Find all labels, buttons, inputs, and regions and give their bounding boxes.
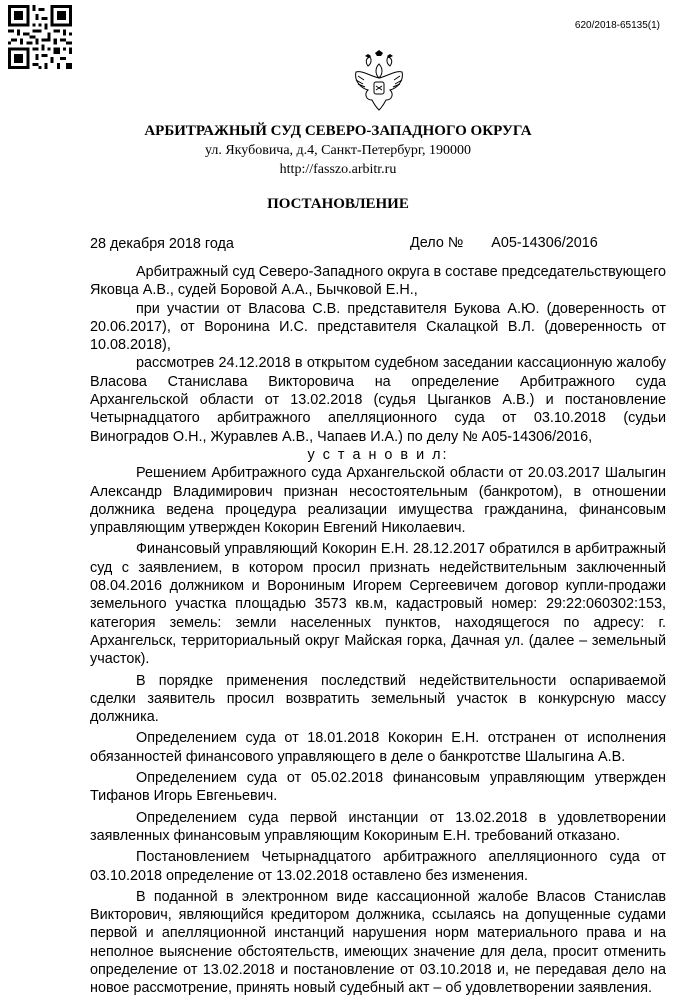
case-line xyxy=(410,235,598,251)
paragraph-manager-claim: Финансовый управляющий Кокорин Е.Н. 28.12.2017 обратился в арбитражный суд с заявлением, в котором просил признать недействительным заключенный 08.04.2016 должником и Ворониным Игорем Сергеевичем договор купли-продажи земельного участка площадью 3573 кв.м, кадастровый номер: 29:22:060302:153, категория земель: земли населенных пунктов, находящегося по адресу: г. Архангельск, территориальный округ Майская горка, Дачная ул. (далее – земельный участок). xyxy=(90,541,666,668)
case-number: А05-14306/2016 xyxy=(491,235,598,251)
paragraph-considered: рассмотрев 24.12.2018 в открытом судебном заседании кассационную жалобу Власова Станислава Викторовича на определение Арбитражного суда Архангельской области от 13.02.2018 (судья Цыганков А.В.) и постановление Четырнадцатого арбитражного апелляционного суда от 03.10.2018 (судьи Виноградов О.Н., Журавлев А.В., Чапаев И.А.) по делу № А05-14306/2016, xyxy=(90,355,666,445)
court-website: http://fasszo.arbitr.ru xyxy=(279,162,397,177)
document-title: ПОСТАНОВЛЕНИЕ xyxy=(267,196,409,212)
case-label: Дело № xyxy=(410,235,464,251)
paragraph-composition: Арбитражный суд Северо-Западного округа в составе председательствующего Яковца А.В., судей Боровой А.А., Бычковой Е.Н., xyxy=(90,264,666,299)
document-reference-number: 620/2018-65135(1) xyxy=(574,20,660,31)
document-body xyxy=(90,263,666,998)
double-headed-eagle-emblem-icon xyxy=(348,50,410,114)
paragraph-bankruptcy-decision: Решением Арбитражного суда Архангельской области от 20.03.2017 Шалыгин Александр Владимирович признан несостоятельным (банкротом), в отношении должника ведена процедура реализации имущества гражданина, финансовым управляющим утвержден Кокорин Евгений Николаевич. xyxy=(90,465,666,537)
paragraph-consequences: В порядке применения последствий недействительности оспариваемой сделки заявитель просил возвратить земельный участок в конкурсную массу должника. xyxy=(90,672,666,726)
paragraph-new-manager: Определением суда от 05.02.2018 финансовым управляющим утвержден Тифанов Игорь Евгеньевич. xyxy=(90,770,666,805)
document-date: 28 декабря 2018 года xyxy=(90,236,234,252)
paragraph-appeal: Постановлением Четырнадцатого арбитражного апелляционного суда от 03.10.2018 определение от 13.02.2018 оставлено без изменения. xyxy=(90,849,666,884)
paragraph-cassation-complaint: В поданной в электронном виде кассационной жалобе Власов Станислав Викторович, являющийся кредитором должника, ссылаясь на допущенные судами первой и апелляционной инстанций нарушения норм материального права и на неполное выяснение обстоятельств, имеющих значение для дела, просит отменить определение от 13.02.2018 и постановление от 03.10.2018 и, не передавая дело на новое рассмотрение, принять новый судебный акт – об удовлетворении заявления. xyxy=(90,888,666,997)
paragraph-first-instance: Определением суда первой инстанции от 13.02.2018 в удовлетворении заявленных финансовым управляющим Кокориным Е.Н. требований отказано. xyxy=(90,809,666,844)
paragraph-participants: при участии от Власова С.В. представителя Букова А.Ю. (доверенность от 20.06.2017), от Воронина И.С. представителя Скалацкой В.Л. (доверенность от 10.08.2018), xyxy=(90,300,666,354)
qr-code-icon xyxy=(8,5,72,69)
paragraph-removal: Определением суда от 18.01.2018 Кокорин Е.Н. отстранен от исполнения обязанностей финансового управляющего в деле о банкротстве Шалыгина А.В. xyxy=(90,730,666,765)
paragraph-established-heading: у с т а н о в и л: xyxy=(307,446,449,463)
court-name: АРБИТРАЖНЫЙ СУД СЕВЕРО-ЗАПАДНОГО ОКРУГА xyxy=(144,123,532,139)
court-address: ул. Якубовича, д.4, Санкт-Петербург, 190000 xyxy=(204,143,472,158)
